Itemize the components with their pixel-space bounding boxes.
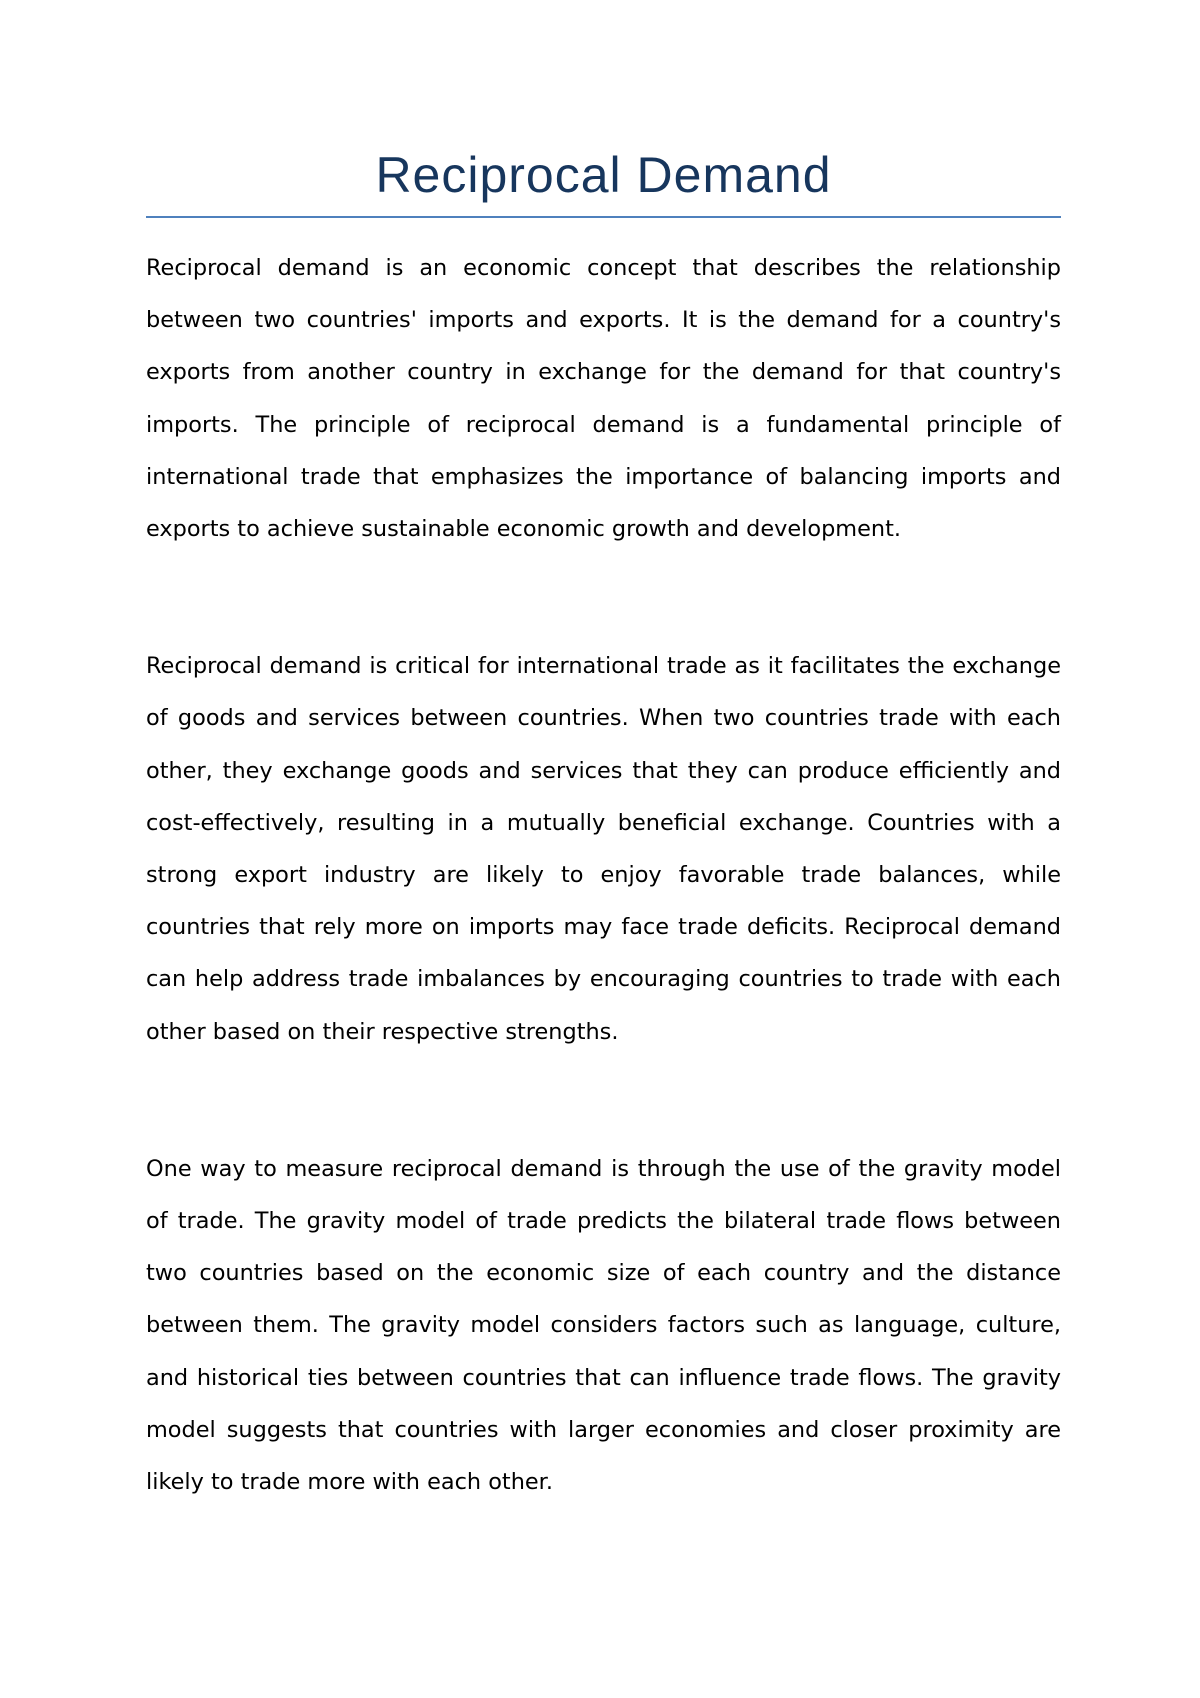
page-title: Reciprocal Demand [375, 147, 832, 203]
paragraph-definition: Reciprocal demand is an economic concept that describes the relationship between two countries' imports and exports. It is the demand for a country's exports from another country in exchange for the demand for that country's imports. The principle of reciprocal demand is a fundamental principle of international trade that emphasizes the importance of balancing imports and exports to achieve sustainable economic growth and development. [146, 255, 1061, 543]
paragraph-importance: Reciprocal demand is critical for international trade as it facilitates the exchange of goods and services between countries. When two countries trade with each other, they exchange goods and services that they can produce efficiently and cost-effectively, resulting in a mutually beneficial exchange. Countries with a strong export industry are likely to enjoy favorable trade balances, while countries that rely more on imports may face trade deficits. Reciprocal demand can help address trade imbalances by encouraging countries to trade with each other based on their respective strengths. [146, 653, 1061, 1045]
document-body [146, 140, 1061, 1508]
title-underline-divider [146, 216, 1061, 218]
paragraph-gravity-model: One way to measure reciprocal demand is through the use of the gravity model of trade. The gravity model of trade predicts the bilateral trade flows between two countries based on the economic size of each country and the distance between them. The gravity model considers factors such as language, culture, and historical ties between countries that can influence trade flows. The gravity model suggests that countries with larger economies and closer proximity are likely to trade more with each other. [146, 1155, 1061, 1496]
